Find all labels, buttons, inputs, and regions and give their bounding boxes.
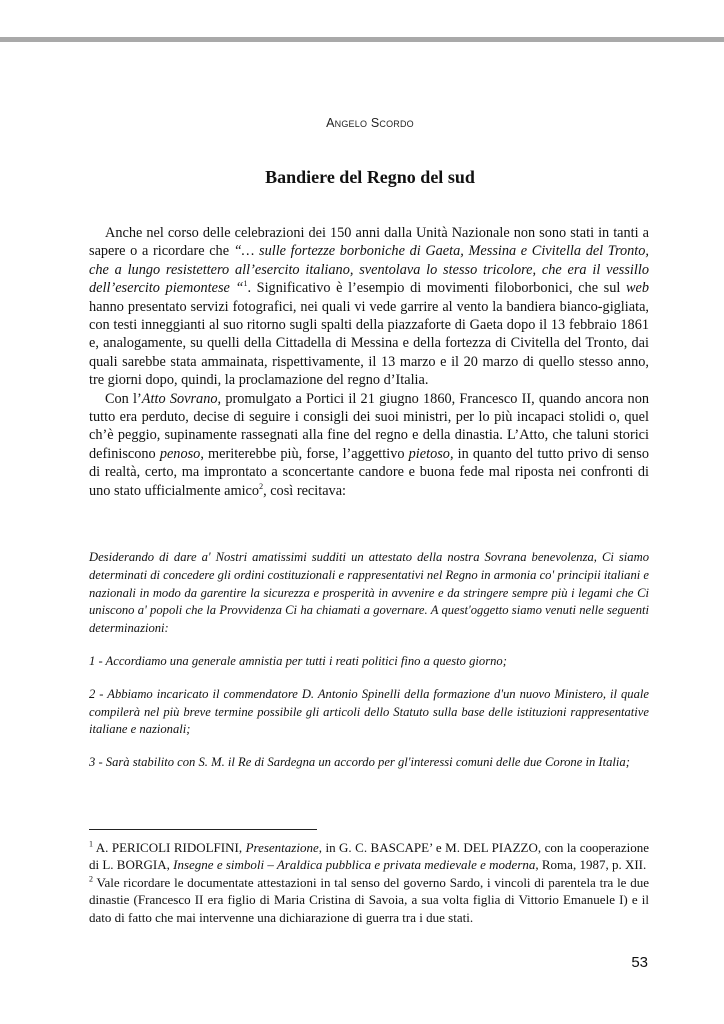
paragraph-2: Con l’Atto Sovrano, promulgato a Portici il 21 giugno 1860, Francesco II, quando ancora non tutto era perduto, decise di seguire i consigli dei suoi ministri, per lo più incapaci stolidi o, quel ch’è peggio, supinamente rassegnati alla fine del regno e della dinastia. L’Atto, che taluni storici definiscono penoso, meriterebbe più, forse, l’aggettivo pietoso, in quanto del tutto privo di senso di realtà, certo, ma improntato a sconcertante candore e buona fede mal riposta nei confronti di uno stato ufficialmente amico$^2$, così recitava:	[89, 390, 650, 499]
author-name: Angelo Scordo	[326, 116, 414, 130]
header-rule	[0, 37, 724, 42]
footnote-ref-1[interactable]: 1	[243, 279, 248, 289]
footnote-separator	[89, 829, 317, 830]
quote-intro: Desiderando di dare a' Nostri amatissimi sudditi un attestato della nostra Sovrana benevolenza, Ci siamo determinati di concedere gli ordini costituzionali e rappresentativi nel Regno in armonia co' principii italiani e nazionali in modo da garentire la sicurezza e prosperità in avvenire e da stringere sempre più i legami che Ci uniscono a' popoli che la Provvidenza Ci ha chiamati a governare. A quest'oggetto siamo venuti nelle seguenti determinazioni:	[89, 550, 649, 636]
paragraph-1: Anche nel corso delle celebrazioni dei 150 anni dalla Unità Nazionale non sono stati in tanti a sapere o a ricordare che “… sulle fortezze borboniche di Gaeta, Messina e Civitella del Tronto, che a lungo resistettero all’esercito italiano, sventolava lo stesso tricolore, che era il vessillo dell’esercito piemontese “$^1$. Significativo è l’esempio di movimenti filoborbonici, che sul web hanno presentato servizi fotografici, nei quali vi vede garrire al vento la bandiera bianco-gigliata, con testi inneggianti al suo ritorno sugli spalti della piazzaforte di Gaeta dopo il 13 febbraio 1861 e, analogamente, su quelli della Cittadella di Messina e della fortezza di Civitella del Tronto, dai quali sarebbe stata ammainata, rispettivamente, il 13 marzo e il 20 marzo di quello stesso anno, tre giorni dopo, quindi, la proclamazione del regno d’Italia.	[89, 225, 650, 389]
footnotes	[89, 839, 649, 926]
quote-item-1: 1 - Accordiamo una generale amnistia per tutti i reati politici fino a questo giorno;	[89, 653, 507, 668]
footnote-2: $^2$ Vale ricordare le documentate attestazioni in tal senso del governo Sardo, i vincoli di parentela tra le due dinastie (Francesco II era figlio di Maria Cristina di Savoia, a sua volta figlia di Vittorio Emanuele I) e il dato di fatto che mai intervenne una dichiarazione di guerra tra i due stati.	[89, 874, 649, 925]
footnote-ref-2[interactable]: 2	[259, 481, 264, 491]
quote-item-3: 3 - Sarà stabilito con S. M. il Re di Sardegna un accordo per gl'interessi comuni delle due Corone in Italia;	[89, 755, 630, 770]
quoted-passage: “… sulle fortezze borboniche di Gaeta, Messina e Civitella del Tronto, che a lungo resistettero all’esercito italiano, sventolava lo stesso tricolore, che era il vessillo dell’esercito piemontese “	[89, 243, 649, 297]
quote-item-2: 2 - Abbiamo incaricato il commendatore D. Antonio Spinelli della formazione d'un nuovo Ministero, il quale compilerà nel più breve termine possibile gli articoli dello Statuto sulla base delle istituzioni rappresentative italiane e nazionali;	[89, 686, 649, 737]
block-quote	[89, 549, 649, 787]
article-title: Bandiere del Regno del sud	[265, 167, 475, 187]
page-number: 53	[631, 954, 648, 971]
footnote-1: $^1$ A. PERICOLI RIDOLFINI, Presentazione, in G. C. BASCAPE’ e M. DEL PIAZZO, con la cooperazione di L. BORGIA, Insegne e simboli – Araldica pubblica e privata medievale e moderna, Roma, 1987, p. XII.	[89, 839, 649, 873]
article-body	[89, 224, 649, 500]
